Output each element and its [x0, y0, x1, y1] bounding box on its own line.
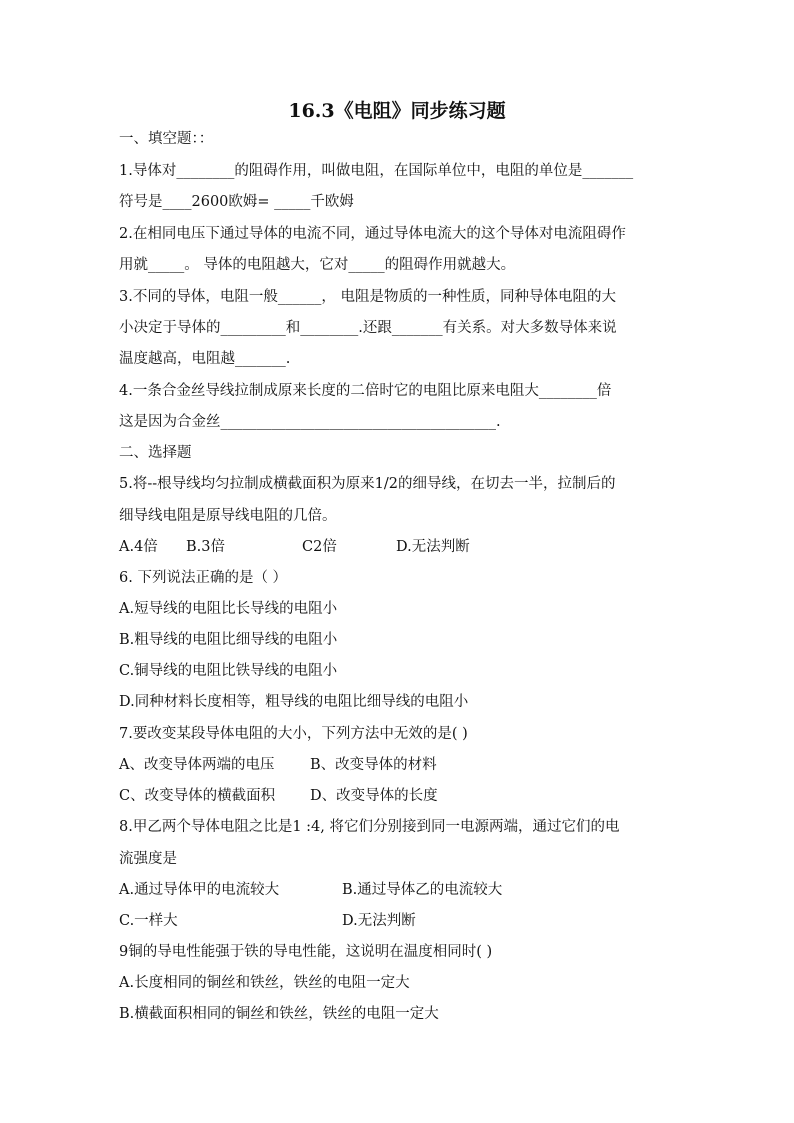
question-4-line-2: 这是因为合金丝______________________________________.: [119, 414, 501, 430]
question-9-stem: 9铜的导电性能强于铁的导电性能，这说明在温度相同时( ): [119, 944, 493, 960]
question-7-option-d: D、改变导体的长度: [310, 788, 438, 804]
question-8-option-c: C.一样大: [119, 913, 178, 929]
question-2-line-1: 2.在相同电压下通过导体的电流不同，通过导体电流大的这个导体对电流阻碍作: [119, 226, 626, 242]
question-7-option-b: B、改变导体的材料: [310, 757, 437, 773]
question-8-option-a: A.通过导体甲的电流较大: [119, 882, 280, 898]
page-title: 16.3《电阻》同步练习题: [288, 100, 506, 122]
question-4-line-1: 4.一条合金丝导线拉制成原来长度的二倍时它的电阻比原来电阻大________倍: [119, 383, 612, 399]
question-3-line-3: 温度越高，电阻越_______.: [119, 351, 291, 367]
question-3-line-2: 小决定于导体的_________和________.还跟_______有关系。对大多数导体来说: [119, 320, 617, 336]
question-8-option-b: B.通过导体乙的电流较大: [342, 882, 503, 898]
question-7-option-a: A、改变导体两端的电压: [119, 757, 275, 773]
question-5-line-2: 细导线电阻是原导线电阻的几倍。: [119, 508, 337, 524]
question-6-option-a: A.短导线的电阻比长导线的电阻小: [119, 601, 338, 617]
section-choice-heading: 二、选择题: [119, 445, 192, 461]
question-7-stem: 7.要改变某段导体电阻的大小，下列方法中无效的是( ): [119, 726, 468, 742]
question-1-line-2: 符号是____2600欧姆= _____千欧姆: [119, 194, 354, 210]
question-8-line-2: 流强度是: [119, 851, 177, 867]
question-6-option-c: C.铜导线的电阻比铁导线的电阻小: [119, 663, 338, 679]
question-9-option-a: A.长度相同的铜丝和铁丝，铁丝的电阻一定大: [119, 975, 410, 991]
question-2-line-2: 用就_____。 导体的电阻越大，它对_____的阻碍作用就越大。: [119, 257, 516, 273]
question-1-line-1: 1.导体对________的阻碍作用，叫做电阻，在国际单位中，电阻的单位是_______: [119, 163, 634, 179]
question-6-stem: 6. 下列说法正确的是（ ）: [119, 570, 288, 586]
question-5-option-d: D.无法判断: [396, 539, 470, 555]
question-8-option-d: D.无法判断: [342, 913, 416, 929]
question-8-line-1: 8.甲乙两个导体电阻之比是1 :4, 将它们分别接到同一电源两端，通过它们的电: [119, 819, 620, 835]
question-3-line-1: 3.不同的导体，电阻一般______， 电阻是物质的一种性质，同种导体电阻的大: [119, 289, 616, 305]
question-6-option-b: B.粗导线的电阻比细导线的电阻小: [119, 632, 338, 648]
question-5-option-a: A.4倍: [119, 539, 158, 555]
question-5-option-b: B.3倍: [186, 539, 225, 555]
section-fill-in-heading: 一、填空题：：: [119, 131, 214, 147]
question-5-option-c: C2倍: [302, 539, 337, 555]
question-5-line-1: 5.将--根导线均匀拉制成横截面积为原来1/2的细导线，在切去一半，拉制后的: [119, 476, 616, 492]
question-7-option-c: C、改变导体的横截面积: [119, 788, 276, 804]
question-9-option-b: B.横截面积相同的铜丝和铁丝，铁丝的电阻一定大: [119, 1006, 439, 1022]
question-6-option-d: D.同种材料长度相等，粗导线的电阻比细导线的电阻小: [119, 694, 469, 710]
